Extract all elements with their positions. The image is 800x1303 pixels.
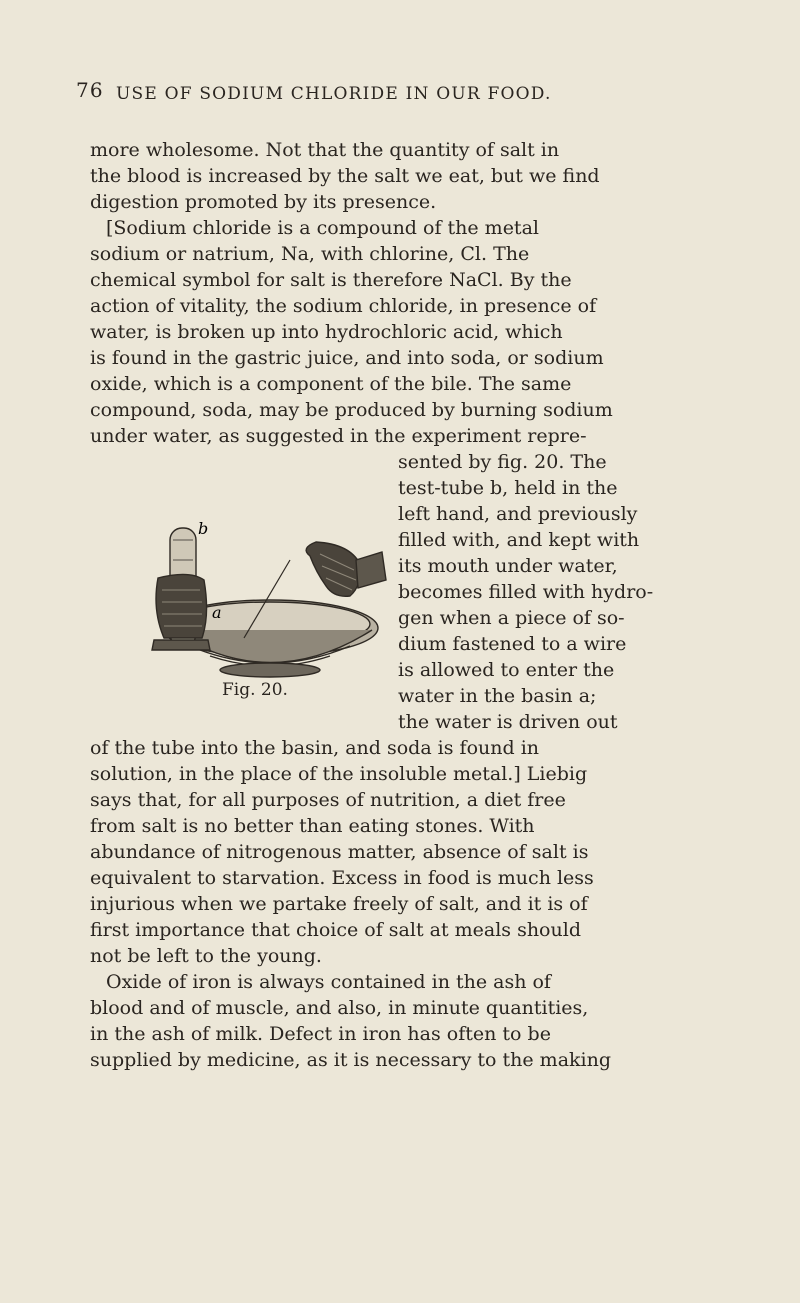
figure-label-b: b [198,520,209,538]
text-line: blood and of muscle, and also, in minute quantities, [90,997,589,1019]
running-head: USE OF SODIUM CHLORIDE IN OUR FOOD. [116,84,552,104]
text-line: supplied by medicine, as it is necessary to the making [90,1049,612,1071]
text-line: becomes filled with hydro- [398,581,654,603]
text-line: equivalent to starvation. Excess in food is much less [90,867,594,889]
text-line: filled with, and kept with [398,529,640,551]
text-line: more wholesome. Not that the quantity of salt in [90,139,560,161]
test-tube-basin-illustration [150,520,390,680]
text-line: solution, in the place of the insoluble metal.] Liebig [90,763,588,785]
page-header [76,78,716,108]
text-line: first importance that choice of salt at meals should [90,919,581,941]
figure-illustration [150,520,390,680]
text-line: oxide, which is a component of the bile. The same [90,373,572,395]
text-line: Oxide of iron is always contained in the ash of [106,971,551,993]
page-number: 76 [76,78,104,102]
text-line: in the ash of milk. Defect in iron has often to be [90,1023,551,1045]
text-line: injurious when we partake freely of salt, and it is of [90,893,588,915]
text-line: chemical symbol for salt is therefore NaCl. By the [90,269,572,291]
text-line: sodium or natrium, Na, with chlorine, Cl. The [90,243,530,265]
text-line: the blood is increased by the salt we eat, but we find [90,165,600,187]
text-line: gen when a piece of so- [398,607,625,629]
text-line: is allowed to enter the [398,659,615,681]
text-line: water, is broken up into hydrochloric acid, which [90,321,563,343]
figure-label-a: a [212,603,222,622]
text-line: water in the basin a; [398,685,597,707]
text-line: under water, as suggested in the experiment repre- [90,425,587,447]
text-line: left hand, and previously [398,503,638,525]
text-line: from salt is no better than eating stones. With [90,815,535,837]
text-line: action of vitality, the sodium chloride, in presence of [90,295,597,317]
text-line: digestion promoted by its presence. [90,191,437,213]
text-line: sented by fig. 20. The [398,451,607,473]
text-line: dium fastened to a wire [398,633,627,655]
text-line: compound, soda, may be produced by burning sodium [90,399,613,421]
text-line: of the tube into the basin, and soda is found in [90,737,540,759]
text-line: its mouth under water, [398,555,618,577]
text-line: says that, for all purposes of nutrition, a diet free [90,789,566,811]
text-line: not be left to the young. [90,945,322,967]
text-line: [Sodium chloride is a compound of the metal [106,217,539,239]
figure-caption: Fig. 20. [222,680,288,700]
text-line: is found in the gastric juice, and into soda, or sodium [90,347,604,369]
text-line: the water is driven out [398,711,618,733]
text-line: test-tube b, held in the [398,477,618,499]
text-line: abundance of nitrogenous matter, absence of salt is [90,841,589,863]
